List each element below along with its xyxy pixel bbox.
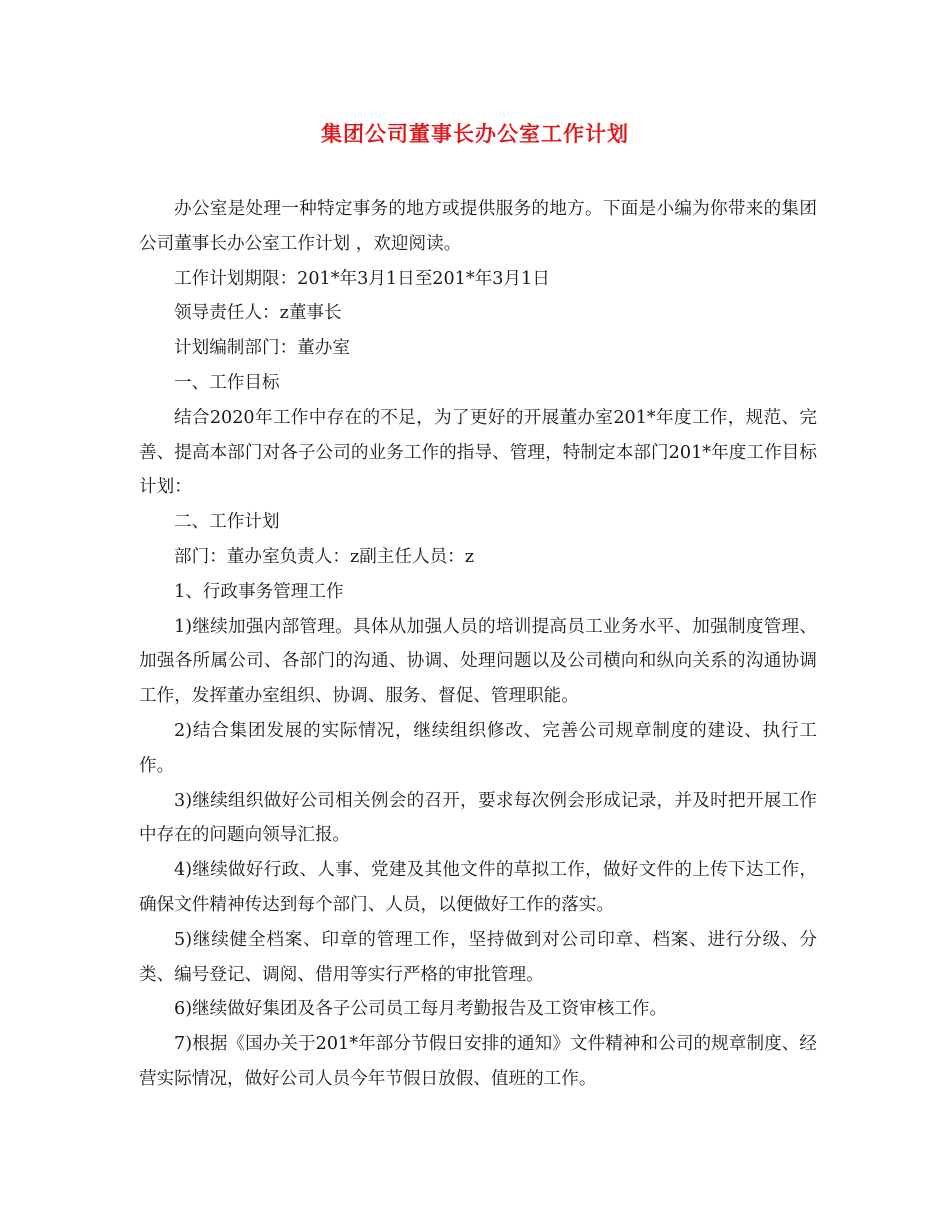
paragraph-department: 计划编制部门：董办室 [174, 338, 350, 359]
list-item-1: 1)继续加强内部管理。具体从加强人员的培训提高员工业务水平、加强制度管理、加强各所属公司、各部门的沟通、协调、处理问题以及公司横向和纵向关系的沟通协调工作，发挥董办室组织、协调、服务、督促、管理职能。 [139, 616, 817, 707]
paragraph-goals: 结合2020年工作中存在的不足，为了更好的开展董办室201*年度工作，规范、完善、提高本部门对各子公司的业务工作的指导、管理，特制定本部门201*年度工作目标计划： [139, 407, 817, 498]
paragraph-intro: 办公室是处理一种特定事务的地方或提供服务的地方。下面是小编为你带来的集团公司董事长办公室工作计划 ，欢迎阅读。 [139, 199, 817, 254]
list-item-6: 6)继续做好集团及各子公司员工每月考勤报告及工资审核工作。 [174, 999, 668, 1020]
subsection-heading-admin: 1、行政事务管理工作 [174, 581, 344, 602]
list-item-7: 7)根据《国办关于201*年部分节假日安排的通知》文件精神和公司的规章制度、经营实际情况，做好公司人员今年节假日放假、值班的工作。 [139, 1034, 817, 1089]
list-item-3: 3)继续组织做好公司相关例会的召开，要求每次例会形成记录，并及时把开展工作中存在的问题向领导汇报。 [139, 790, 817, 846]
paragraph-responsible-leader: 领导责任人：z董事长 [174, 303, 342, 324]
paragraph-dept-staff: 部门：董办室负责人：z副主任人员：z [174, 546, 475, 567]
document-title: 集团公司董事长办公室工作计划 [321, 122, 629, 146]
list-item-5: 5)继续健全档案、印章的管理工作，坚持做到对公司印章、档案、进行分级、分类、编号登记、调阅、借用等实行严格的审批管理。 [139, 929, 817, 985]
section-heading-goals: 一、工作目标 [174, 372, 280, 393]
list-item-4: 4)继续做好行政、人事、党建及其他文件的草拟工作，做好文件的上传下达工作，确保文件精神传达到每个部门、人员，以便做好工作的落实。 [139, 860, 817, 915]
list-item-2: 2)结合集团发展的实际情况，继续组织修改、完善公司规章制度的建设、执行工作。 [139, 720, 817, 776]
document-body [139, 192, 817, 1097]
section-heading-plan: 二、工作计划 [174, 512, 280, 533]
paragraph-plan-period: 工作计划期限：201*年3月1日至201*年3月1日 [174, 268, 550, 289]
